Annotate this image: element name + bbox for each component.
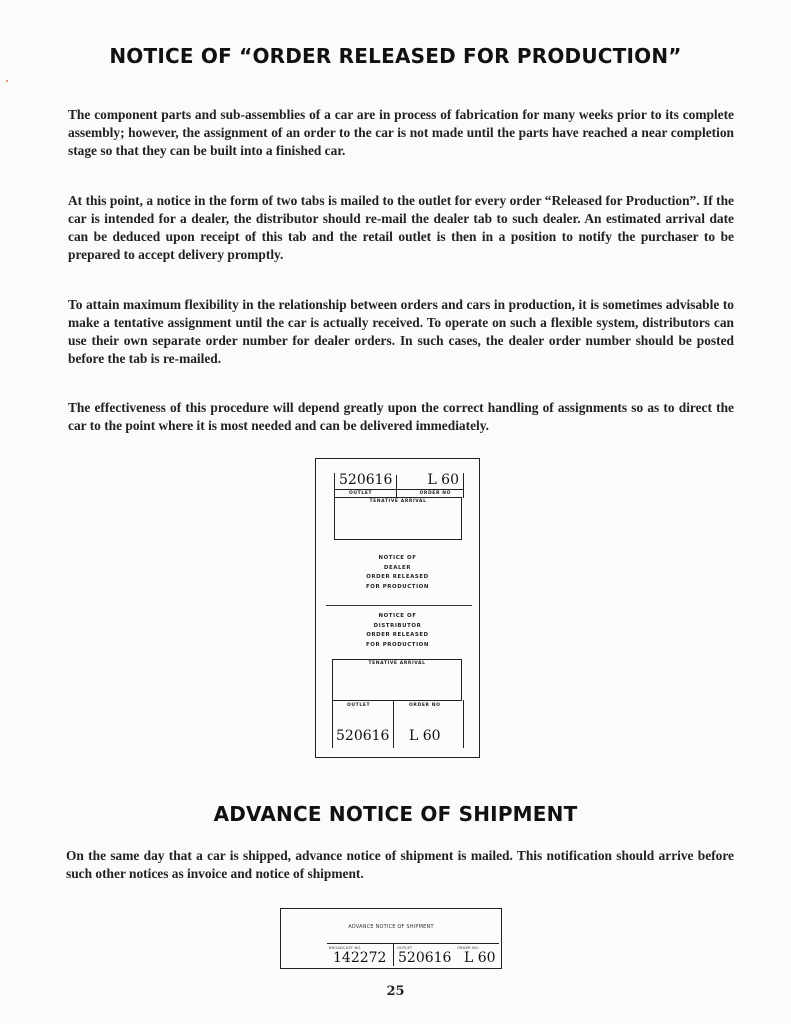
advance-form-title: ADVANCE NOTICE OF SHIPMENT xyxy=(348,924,434,930)
paragraph-effectiveness: The effectiveness of this procedure will depend greatly upon the correct handling of assignments so as to direct the car to the point where it is most needed and can be delivered immediately. xyxy=(68,400,734,433)
dealer-tentative-arrival-box xyxy=(334,497,462,540)
notice-line: DISTRIBUTOR xyxy=(373,622,422,629)
outlet-value: 520616 xyxy=(398,950,452,966)
tab-separator-line xyxy=(326,605,472,606)
notice-line: FOR PRODUCTION xyxy=(366,641,429,648)
broadcast-no-value: 142272 xyxy=(333,950,387,966)
notice-line: ORDER RELEASED xyxy=(366,632,429,638)
paragraph-advance-notice: On the same day that a car is shipped, advance notice of shipment is mailed. This notification should arrive before such other notices as invoice and notice of shipment. xyxy=(66,848,734,881)
dealer-tab-header xyxy=(334,473,462,539)
notice-line: ORDER RELEASED xyxy=(366,574,429,580)
order-no-label: ORDER NO. xyxy=(457,946,480,950)
divider xyxy=(393,944,394,966)
dealer-outlet-label: OUTLET xyxy=(349,491,373,496)
distributor-outlet-label: OUTLET xyxy=(347,703,371,708)
notice-line: DEALER xyxy=(383,564,412,571)
divider xyxy=(393,700,394,748)
notice-line: FOR PRODUCTION xyxy=(366,583,429,590)
notice-line: NOTICE OF xyxy=(378,613,417,619)
release-tab-form xyxy=(315,458,480,758)
page-number: 25 xyxy=(386,984,405,999)
dealer-tab-values xyxy=(334,473,464,489)
distributor-order-no-label: ORDER NO xyxy=(409,703,441,708)
distributor-order-no-value: L 60 xyxy=(409,728,441,744)
distributor-tentative-arrival-box xyxy=(332,659,462,701)
section-title-advance-notice: ADVANCE NOTICE OF SHIPMENT xyxy=(213,802,578,826)
dealer-order-no-label: ORDER NO xyxy=(419,491,451,496)
distributor-tab-cells xyxy=(332,700,464,748)
distributor-notice-text xyxy=(316,612,479,650)
advance-notice-form xyxy=(280,908,502,969)
distributor-arrival-label: TENATIVE ARRIVAL xyxy=(368,661,426,666)
paragraph-two-tabs: At this point, a notice in the form of two tabs is mailed to the outlet for every order “Released for Production”. If the car is intended for a dealer, the distributor should re-mail the dealer tab to such dealer. An estimated arrival date can be deduced upon receipt of this tab and the retail outlet is then in a position to notify the purchaser to be prepared to accept delivery promptly. xyxy=(68,193,734,262)
order-no-value: L 60 xyxy=(464,950,496,966)
dealer-arrival-label: TENATIVE ARRIVAL xyxy=(369,499,427,504)
distributor-tab-footer xyxy=(332,659,462,755)
broadcast-no-label: BROADCAST NO. xyxy=(329,946,362,950)
section-title-order-released: NOTICE OF “ORDER RELEASED FOR PRODUCTION” xyxy=(109,44,682,68)
outlet-label: OUTLET xyxy=(397,946,413,950)
dealer-notice-text xyxy=(316,554,479,592)
distributor-outlet-value: 520616 xyxy=(336,728,390,744)
dealer-outlet-value: 520616 xyxy=(339,472,393,488)
dealer-order-no-value: L 60 xyxy=(427,472,459,488)
notice-line: NOTICE OF xyxy=(378,555,417,561)
paper-speck xyxy=(6,80,8,82)
advance-form-rule xyxy=(327,943,499,944)
paragraph-fabrication: The component parts and sub-assemblies of a car are in process of fabrication for many weeks prior to its complete assembly; however, the assignment of an order to the car is not made until the parts have reached a near completion stage so that they can be built into a finished car. xyxy=(68,107,734,158)
paragraph-flexibility: To attain maximum flexibility in the relationship between orders and cars in production, it is sometimes advisable to make a tentative assignment until the car is actually received. To operate on such a flexible system, distributors can use their own separate order number for dealer orders. In such cases, the dealer order number should be posted before the tab is re-mailed. xyxy=(68,297,734,366)
